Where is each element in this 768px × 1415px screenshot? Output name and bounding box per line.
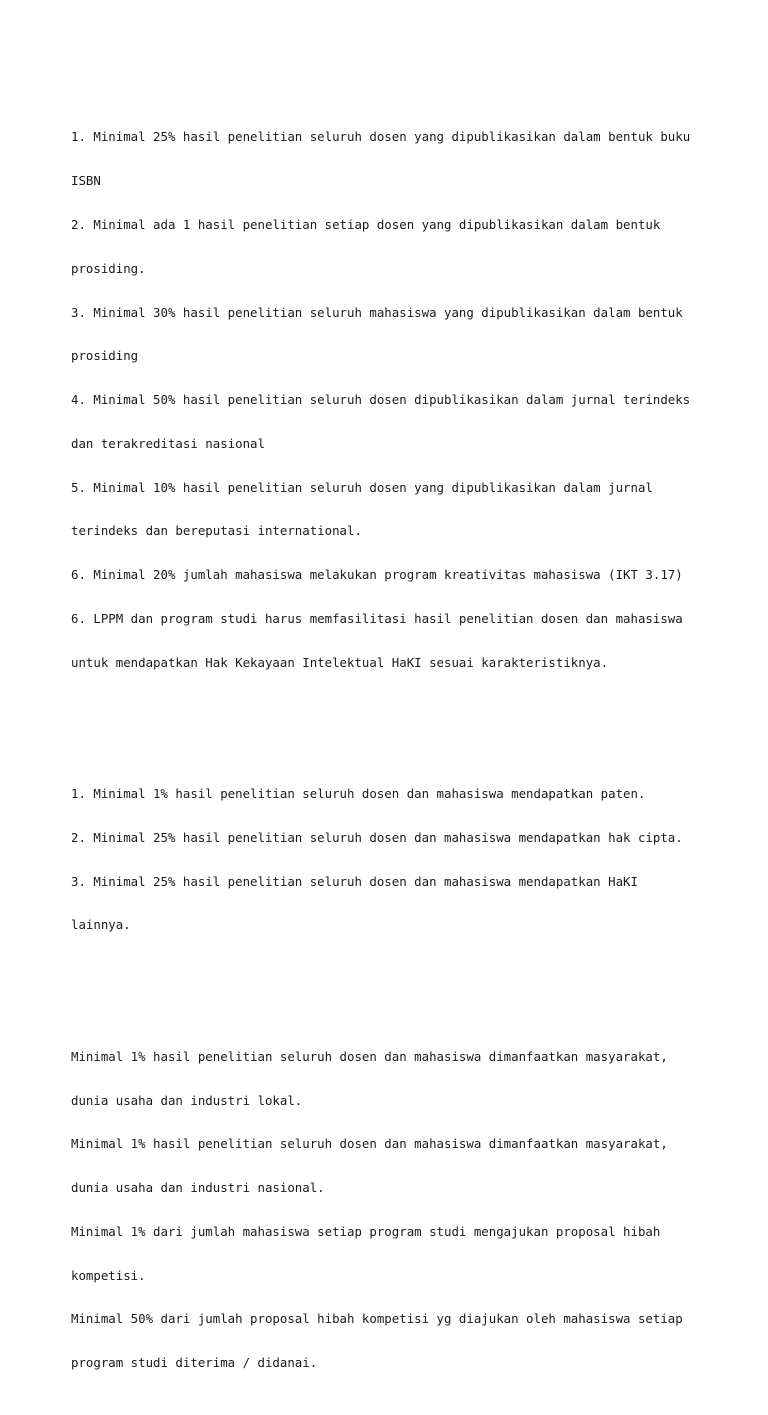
text-line: lainnya. [71, 917, 131, 933]
text-line: Minimal 50% dari jumlah proposal hibah kompetisi yg diajukan oleh mahasiswa setiap [71, 1311, 683, 1327]
intellectual-property-section [71, 758, 711, 962]
text-line: 6. LPPM dan program studi harus memfasilitasi hasil penelitian dosen dan mahasiswa [71, 610, 683, 626]
text-line: dunia usaha dan industri lokal. [71, 1092, 303, 1108]
text-line: 1. Minimal 25% hasil penelitian seluruh dosen yang dipublikasikan dalam bentuk buku [71, 129, 691, 145]
text-line: Minimal 1% hasil penelitian seluruh dosen dan mahasiswa dimanfaatkan masyarakat, [71, 1136, 668, 1152]
document-page [71, 72, 711, 1415]
text-line: 3. Minimal 25% hasil penelitian seluruh dosen dan mahasiswa mendapatkan HaKI [71, 873, 638, 889]
text-line: 5. Minimal 10% hasil penelitian seluruh dosen yang dipublikasikan dalam jurnal [71, 479, 653, 495]
text-line: 4. Minimal 50% hasil penelitian seluruh dosen dipublikasikan dalam jurnal terindeks [71, 392, 691, 408]
text-line: 1. Minimal 1% hasil penelitian seluruh dosen dan mahasiswa mendapatkan paten. [71, 786, 646, 802]
text-line: Minimal 1% hasil penelitian seluruh dosen dan mahasiswa dimanfaatkan masyarakat, [71, 1048, 668, 1064]
text-line: 3. Minimal 30% hasil penelitian seluruh mahasiswa yang dipublikasikan dalam bentuk [71, 304, 683, 320]
text-line: ISBN [71, 173, 101, 189]
text-line: prosiding. [71, 260, 146, 276]
text-line: kompetisi. [71, 1267, 146, 1283]
text-line: untuk mendapatkan Hak Kekayaan Intelektual HaKI sesuai karakteristiknya. [71, 654, 609, 670]
text-line: dunia usaha dan industri nasional. [71, 1180, 325, 1196]
utilization-grants-section [71, 1021, 711, 1400]
text-line: 2. Minimal ada 1 hasil penelitian setiap dosen yang dipublikasikan dalam bentuk [71, 216, 661, 232]
text-line: Minimal 1% dari jumlah mahasiswa setiap program studi mengajukan proposal hibah [71, 1223, 661, 1239]
text-line: 6. Minimal 20% jumlah mahasiswa melakukan program kreativitas mahasiswa (IKT 3.17) [71, 567, 683, 583]
text-line: 2. Minimal 25% hasil penelitian seluruh dosen dan mahasiswa mendapatkan hak cipta. [71, 829, 683, 845]
text-line: program studi diterima / didanai. [71, 1355, 318, 1371]
text-line: dan terakreditasi nasional [71, 435, 265, 451]
publication-targets-section [71, 101, 711, 699]
text-line: prosiding [71, 348, 139, 364]
text-line: terindeks dan bereputasi international. [71, 523, 362, 539]
